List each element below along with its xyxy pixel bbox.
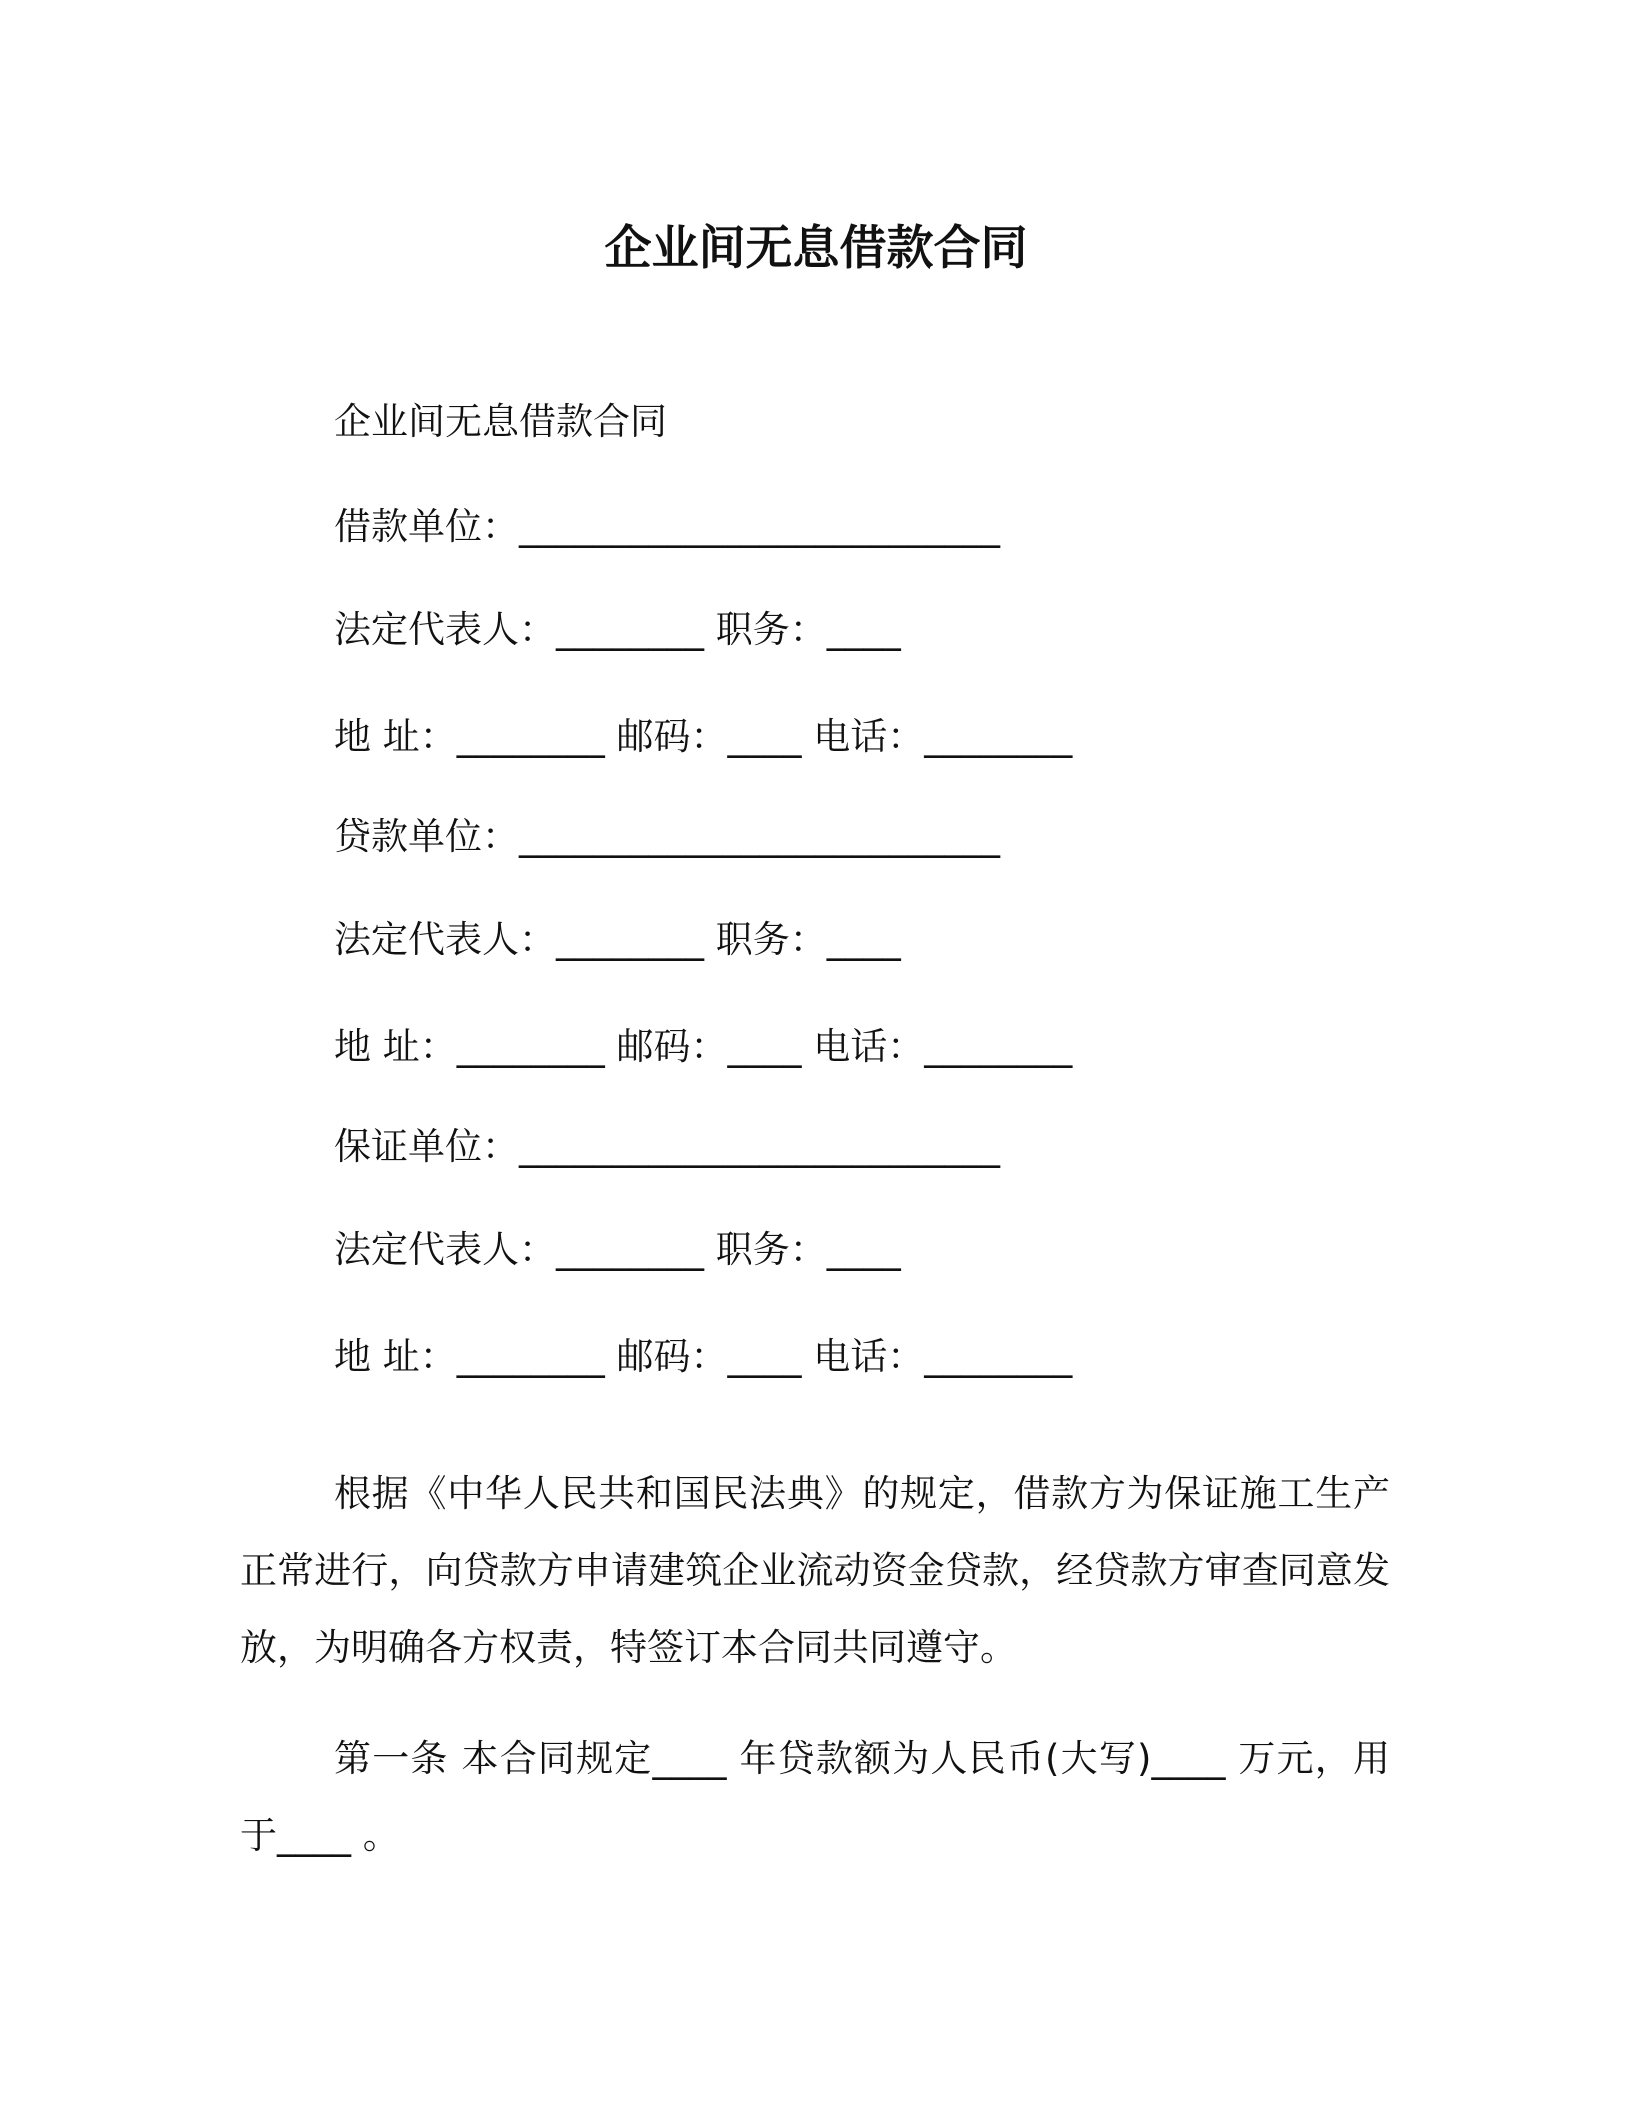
guarantor-representative-line: 法定代表人：________ 职务：____ [334,1228,901,1271]
guarantor-unit-line: 保证单位：__________________________ [334,1125,1000,1168]
borrower-unit-line: 借款单位：__________________________ [334,505,1000,548]
preamble-paragraph: 根据《中华人民共和国民法典》的规定，借款方为保证施工生产正常进行，向贷款方申请建筑企业流动资金贷款，经贷款方审查同意发放，为明确各方权责，特签订本合同共同遵守。 [240,1472,1390,1669]
document-title: 企业间无息借款合同 [604,221,1028,276]
lender-representative-line: 法定代表人：________ 职务：____ [334,918,901,961]
lender-unit-line: 贷款单位：__________________________ [334,815,1000,858]
borrower-representative-line: 法定代表人：________ 职务：____ [334,608,901,651]
borrower-address-line: 地 址：________ 邮码：____ 电话：________ [334,715,1073,758]
guarantor-address-line: 地 址：________ 邮码：____ 电话：________ [334,1335,1073,1378]
document-subtitle: 企业间无息借款合同 [334,400,667,443]
article-1-paragraph: 第一条 本合同规定____ 年贷款额为人民币(大写)____ 万元，用于____ 。 [240,1737,1390,1857]
lender-address-line: 地 址：________ 邮码：____ 电话：________ [334,1025,1073,1068]
